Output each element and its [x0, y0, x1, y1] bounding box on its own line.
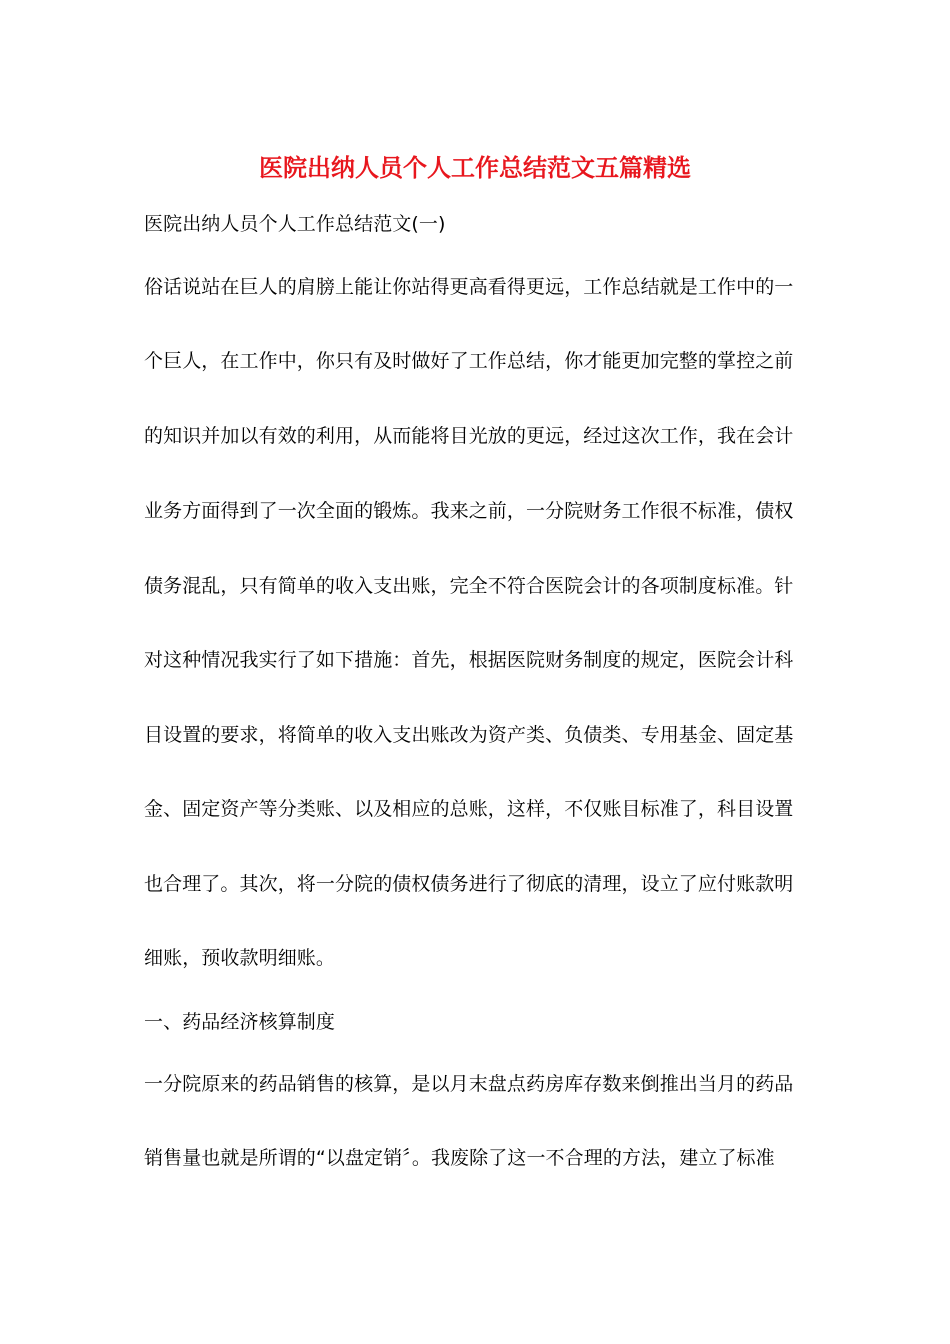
- paragraph-line: 销售量也就是所谓的“以盘定销〞。我废除了这一不合理的方法，建立了标准: [144, 1147, 775, 1169]
- subsection-heading: 一、药品经济核算制度: [144, 1011, 336, 1033]
- paragraph-line: 对这种情况我实行了如下措施：首先，根据医院财务制度的规定，医院会计科: [144, 649, 794, 671]
- paragraph-line: 的知识并加以有效的利用，从而能将目光放的更远，经过这次工作，我在会计: [144, 425, 794, 447]
- paragraph-line: 金、固定资产等分类账、以及相应的总账，这样，不仅账目标准了，科目设置: [144, 798, 794, 820]
- paragraph-line: 目设置的要求，将简单的收入支出账改为资产类、负债类、专用基金、固定基: [144, 724, 794, 746]
- paragraph-line: 俗话说站在巨人的肩膀上能让你站得更高看得更远，工作总结就是工作中的一: [144, 276, 794, 298]
- paragraph-line: 个巨人，在工作中，你只有及时做好了工作总结，你才能更加完整的掌控之前: [144, 350, 794, 372]
- paragraph-line: 业务方面得到了一次全面的锻炼。我来之前，一分院财务工作很不标准，债权: [144, 500, 794, 522]
- paragraph-line: 也合理了。其次，将一分院的债权债务进行了彻底的清理，设立了应付账款明: [144, 873, 794, 895]
- paragraph-line: 一分院原来的药品销售的核算，是以月末盘点药房库存数来倒推出当月的药品: [144, 1073, 794, 1095]
- paragraph-line: 细账，预收款明细账。: [144, 947, 336, 969]
- section-heading: 医院出纳人员个人工作总结范文(一): [144, 213, 446, 235]
- paragraph-line: 债务混乱，只有简单的收入支出账，完全不符合医院会计的各项制度标准。针: [144, 575, 794, 597]
- document-title: 医院出纳人员个人工作总结范文五篇精选: [259, 153, 691, 182]
